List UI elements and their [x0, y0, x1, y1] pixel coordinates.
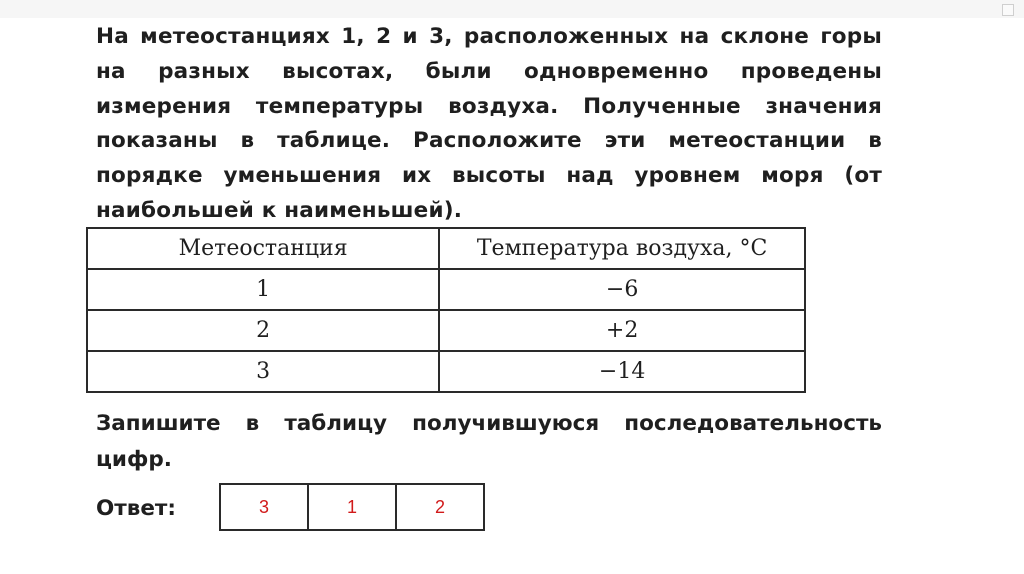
table-row [87, 351, 805, 392]
answer-label: Ответ: [96, 496, 176, 521]
task-emphasis: уменьшения [223, 163, 382, 189]
temperature-value: −6 [439, 269, 805, 310]
stations-table [86, 227, 806, 393]
task-statement [96, 20, 882, 229]
task-text-part2: их высоты над уровнем моря (от наибольшей к наименьшей). [96, 163, 882, 223]
task-text-part1: На метеостанциях 1, 2 и 3, расположенных на склоне горы на разных высотах, были одновременно проведены измерения температуры воздуха. Полученные значения показаны в таблице. Расположите эти метеостанции в порядке [96, 24, 882, 189]
temperature-value: −14 [439, 351, 805, 392]
answer-cell-2[interactable]: 1 [309, 485, 397, 529]
corner-square-icon [1002, 4, 1014, 16]
table-row [87, 269, 805, 310]
temperature-value: +2 [439, 310, 805, 351]
instruction-text: Запишите в таблицу получившуюся последовательность цифр. [96, 411, 882, 472]
station-number: 2 [87, 310, 439, 351]
table-row [87, 310, 805, 351]
station-number: 3 [87, 351, 439, 392]
header-temperature: Температура воздуха, °С [439, 228, 805, 269]
top-strip [0, 0, 1024, 18]
answer-boxes [219, 483, 485, 531]
station-number: 1 [87, 269, 439, 310]
answer-cell-3[interactable]: 2 [434, 496, 445, 517]
answer-cell-1[interactable]: 3 [221, 485, 309, 529]
table-header-row [87, 228, 805, 269]
header-station: Метеостанция [87, 228, 439, 269]
